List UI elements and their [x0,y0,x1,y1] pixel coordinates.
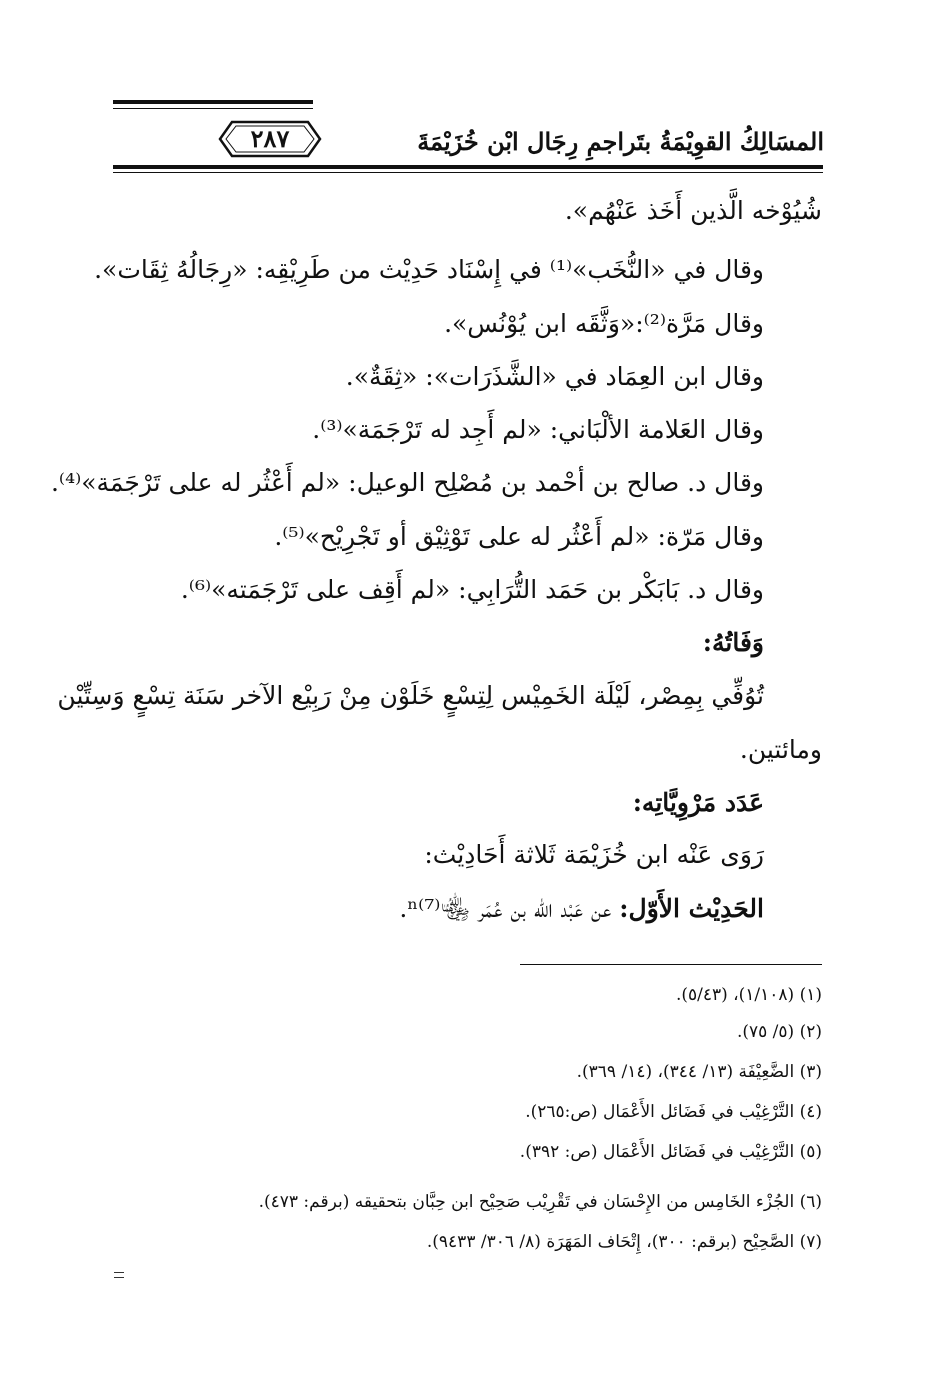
main-text [50,0,822,930]
footnote: (٧) الصَّحِيْح (برقم: ٣٠٠)، إِتْحَاف المَهَرَة (٨/ ٣٠٦/ ٩٤٣٣). [426,1232,822,1252]
text-line: رَوَى عَنْه ابن خُزَيْمَة ثَلاثة أَحَادِيْث: [424,840,764,869]
page-number: ٢٨٧ [250,124,290,153]
running-title: المسَالِكُ القوِيْمَةُ بتَراجمِ رِجَال ابْن خُزَيْمَةَ [417,127,824,156]
footnote: (٣) الضَّعِيْفَة (١٣/ ٣٤٤)، (١٤/ ٣٦٩). [576,1062,822,1082]
page-corner-mark [114,1272,124,1278]
text-line: وقال العَلامة الألْبَاني: «لم أَجِد له تَرْجَمَة»⁽³⁾. [312,415,764,444]
first-hadith-text: عن عَبْد الله بن عُمَر ﵄ⁿ⁽⁷⁾. [399,894,620,923]
text-line: وقال مَرَّة⁽²⁾:«وَثَّقَه ابن يُوْنُس». [444,309,764,338]
text-line: وقال ابن العِمَاد في «الشَّذَرَات»: «ثِقَةٌ». [345,362,764,391]
text-line: وقال مَرّة: «لم أَعْثُر له على تَوْثِيْق أو تَجْرِيْح»⁽⁵⁾. [274,522,764,551]
first-hadith-label: الحَدِيْث الأَوّل: [619,894,764,923]
footnote: (٥) التَّرْغِيْب في فَضَائل الأَعْمَال (ص: ٣٩٢). [519,1142,822,1162]
footnote: (٦) الجُزْء الخَامِس من الإِحْسَان في تَقْرِيْب صَحِيْح ابن حِبَّان بتحقيقه (برقم: ٤٧٣). [258,1192,822,1212]
text-line: وقال د. بَابَكْر بن حَمَد التُّرَابِي: «لم أَقِف على تَرْجَمَته»⁽⁶⁾. [180,575,764,604]
text-line: وقال د. صالح بن أحْمد بن مُصْلِح الوعيل: «لم أَعْثُر له على تَرْجَمَة»⁽⁴⁾. [50,468,764,497]
footnote-separator [520,964,822,965]
footnote: (٢) (٥/ ٧٥). [736,1022,822,1042]
footnote: (٤) التَّرْغِيْب في فَضَائل الأَعْمَال (ص:٢٦٥). [525,1102,822,1122]
footnote: (١) (١/١٠٨)، (٥/٤٣). [675,985,822,1005]
text-line: تُوُفِّي بِمِصْر، لَيْلَة الخَمِيْس لِتِسْعٍ خَلَوْن مِنْ رَبِيْع الآخر سَنَة تِسْعٍ وَسِتِّيْن [57,681,764,710]
section-heading-death: وَفَاتُهُ: [702,628,764,657]
section-heading-narrations: عَدَد مَرْوِيَّاتِه: [632,788,764,817]
first-hadith-line [399,893,764,930]
text-line: ومائتين. [739,735,822,764]
text-line: وقال في «النُّخَب»⁽¹⁾ في إِسْنَاد حَدِيْث من طَرِيْقِه: «رِجَالُهُ ثِقَات». [94,255,764,284]
text-line: شُيُوْخه الَّذين أَخَذ عَنْهُم». [564,196,822,225]
